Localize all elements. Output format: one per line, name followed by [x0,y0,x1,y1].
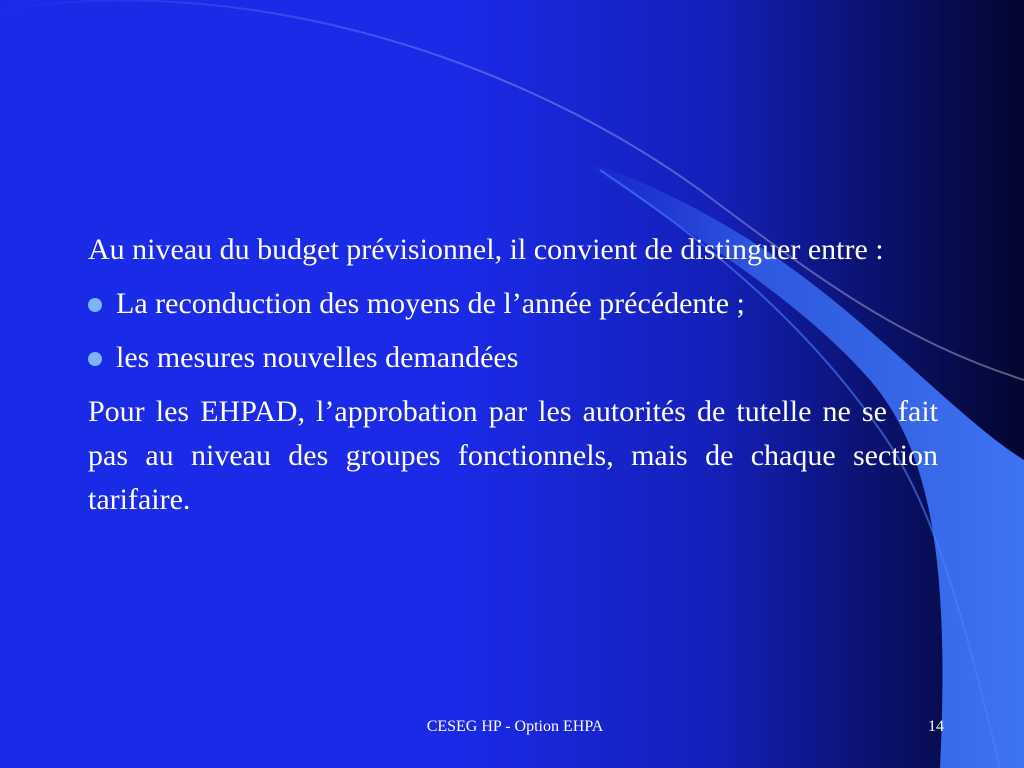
bullet-item-2 [88,336,938,380]
intro-paragraph: Au niveau du budget prévisionnel, il convient de distinguer entre : [88,233,884,266]
round-bullet-icon [88,352,102,366]
slide-body [88,228,938,532]
closing-paragraph: Pour les EHPAD, l’approbation par les autorités de tutelle ne se fait pas au niveau des groupes fonctionnels, mais de chaque section tarifaire. [88,395,938,516]
footer-title: CESEG HP - Option EHPA [426,718,604,735]
round-bullet-icon [88,298,102,312]
page-number: 14 [928,718,944,735]
bullet-text-1: La reconduction des moyens de l’année précédente ; [116,287,745,320]
bullet-text-2: les mesures nouvelles demandées [116,341,519,374]
bullet-item-1 [88,282,938,326]
